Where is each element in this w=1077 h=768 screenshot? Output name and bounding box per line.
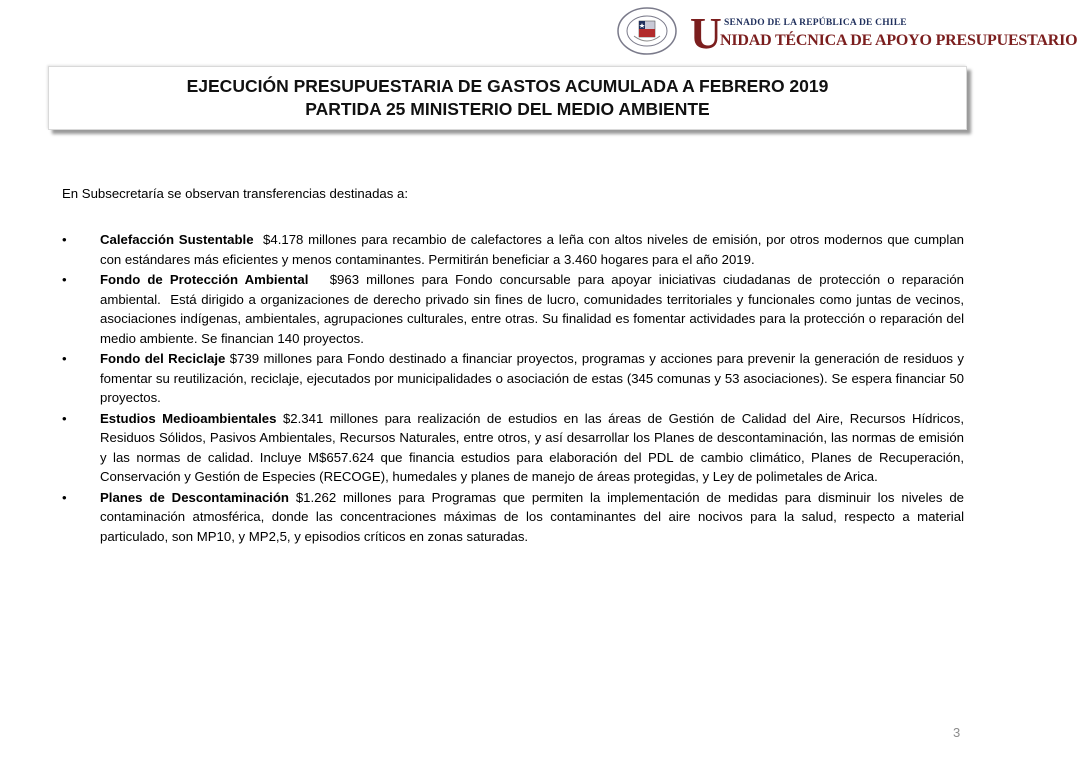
bullet-text: $739 millones para Fondo destinado a financiar proyectos, programas y acciones para prevenir la generación de residuos y fomentar su reutilización, reciclaje, ejecutados por municipalidades o asociación de estas (345 comunas y 53 asociaciones). Se espera financiar 50 proyectos. xyxy=(100,351,968,405)
logo-initial: U xyxy=(690,9,722,58)
bullet-marker: • xyxy=(62,272,67,287)
slide-title-line-1: EJECUCIÓN PRESUPUESTARIA DE GASTOS ACUMULADA A FEBRERO 2019 xyxy=(186,76,829,96)
logo-senado-text: SENADO DE LA REPÚBLICA DE CHILE xyxy=(724,18,907,28)
bullet-text: $2.341 millones para realización de estudios en las áreas de Gestión de Calidad del Aire, Recursos Hídricos, Residuos Sólidos, Pasivos Ambientales, Recursos Naturales, entre otros, y así desarrollar los Planes de descontaminación, las normas de emisión y las normas de calidad. Incluye M$657.624 que financia estudios para elaboración del PDL de cambio climático, Planes de Recuperación, Conservación y Gestión de Especies (RECOGE), humedales y planes de manejo de áreas protegidas, y Ley de polimetales de Arica. xyxy=(100,410,968,484)
bullet-marker: • xyxy=(62,489,67,505)
page-number: 3 xyxy=(953,725,961,740)
list-item xyxy=(62,230,968,269)
list-item xyxy=(62,409,968,487)
bullet-term: Planes de Descontaminación xyxy=(100,489,289,505)
list-item xyxy=(62,270,968,348)
bullet-marker: • xyxy=(62,351,67,366)
bullet-text: $1.262 millones para Programas que permiten la implementación de medidas para disminuir los niveles de contaminación atmosférica, donde las concentraciones máximas de los contaminantes del aire nocivos para la salud, respecto a material particulado, son MP10, y MP2,5, y episodios críticos en zonas saturadas. xyxy=(100,489,968,544)
list-item xyxy=(62,488,968,547)
bullet-term: Fondo de Protección Ambiental xyxy=(100,272,309,287)
intro-text: En Subsecretaría se observan transferencias destinadas a: xyxy=(62,186,409,201)
bullet-term: Calefacción Sustentable xyxy=(100,232,254,247)
transfer-list xyxy=(62,230,968,547)
bullet-term: Estudios Medioambientales xyxy=(100,410,277,426)
utap-logo xyxy=(690,9,1077,58)
bullet-text: $4.178 millones para recambio de calefactores a leña con altos niveles de emisión, por otros modernos que cumplan con estándares más eficientes y menos contaminantes. Permitirán beneficiar a 3.460 hogares para el año 2019. xyxy=(100,232,968,267)
slide-title-box xyxy=(48,66,967,130)
senado-seal xyxy=(616,6,678,56)
bullet-text: $963 millones para Fondo concursable para apoyar iniciativas ciudadanas de protección o reparación ambiental. Está dirigido a organizaciones de derecho privado sin fines de lucro, comunidades territoriales y funcionales como juntas de vecinos, asociaciones indígenas, ambientales, agrupaciones culturales, entre otras. Su finalidad es fomentar actividades para la protección o reparación del medio ambiente. Se financian 140 proyectos. xyxy=(100,272,968,346)
senado-seal-icon xyxy=(616,6,678,56)
bullet-marker: • xyxy=(62,232,67,247)
bullet-marker: • xyxy=(62,410,67,426)
logo-unit-text: NIDAD TÉCNICA DE APOYO PRESUPUESTARIO xyxy=(720,32,1077,49)
slide-title-line-2: PARTIDA 25 MINISTERIO DEL MEDIO AMBIENTE xyxy=(305,99,710,119)
list-item xyxy=(62,349,968,408)
bullet-term: Fondo del Reciclaje xyxy=(100,351,226,366)
